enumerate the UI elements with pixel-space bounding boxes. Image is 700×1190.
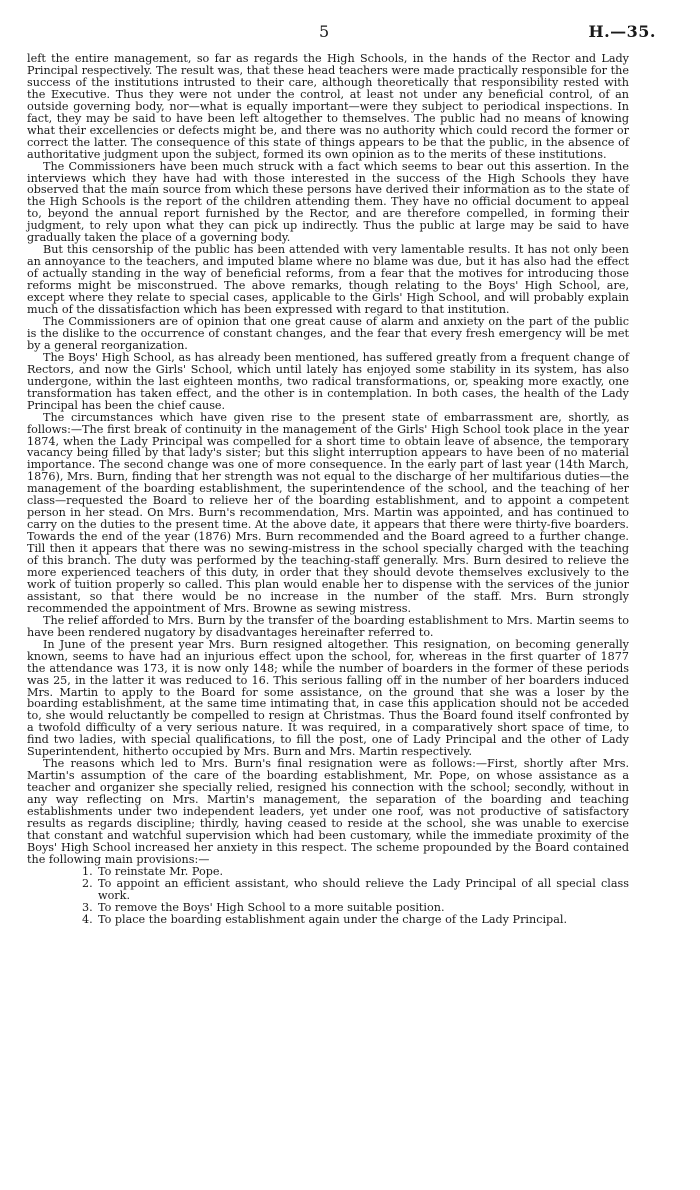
list-item-text: To appoint an efficient assistant, who should relieve the Lady Principal of all special class work. (98, 876, 629, 902)
list-item-number: 1. (82, 864, 93, 878)
paragraph: The circumstances which have given rise to the present state of embarrassment are, shortly, as follows:—The first break of continuity in the management of the Girls' High School took place in the year 1874, when the Lady Principal was compelled for a short time to obtain leave of absence, the temporary vacancy being filled by that lady's sister; but this slight interruption appears to have been of no material importance. The second change was one of more consequence. In the early part of last year (14th March, 1876), Mrs. Burn, finding that her strength was not equal to the discharge of her multifarious duties—the management of the boarding establishment, the superintendence of the school, and the teaching of her class—requested the Board to relieve her of the boarding establishment, and to appoint a competent person in her stead. On Mrs. Burn's recommendation, Mrs. Martin was appointed, and has continued to carry on the duties to the present time. At the above date, it appears that there were thirty-five boarders. Towards the end of the year (1876) Mrs. Burn recommended and the Board agreed to a further change. Till then it appears that there was no sewing-mistress in the school specially charged with the teaching of this branch. The duty was performed by the teaching-staff generally. Mrs. Burn desired to relieve the more experienced teachers of this duty, in order that they should devote themselves exclusively to the work of tuition properly so called. This plan would enable her to dispense with the services of the junior assistant, so that there would be no increase in the number of the staff. Mrs. Burn strongly recommended the appointment of Mrs. Browne as sewing mistress. (27, 410, 629, 615)
paragraph: The Commissioners have been much struck with a fact which seems to bear out this assertion. In the interviews which they have had with those interested in the success of the High Schools they have observed that the main source from which these persons have derived their information as to the state of the High Schools is the report of the children attending them. They have no official document to appeal to, beyond the annual report furnished by the Rector, and are therefore compelled, in forming their judgment, to rely upon what they can pick up indirectly. Thus the public at large may be said to have gradually taken the place of a governing body. (27, 159, 629, 245)
paragraph: The reasons which led to Mrs. Burn's final resignation were as follows:—First, shortly after Mrs. Martin's assumption of the care of the boarding establishment, Mr. Pope, on whose assistance as a teacher and organizer she specially relied, resigned his connection with the school; secondly, without in any way reflecting on Mrs. Martin's management, the separation of the boarding and teaching establishments under two independent leaders, yet under one roof, was not productive of satisfactory results as regards discipline; thirdly, having ceased to reside at the school, she was unable to exercise that constant and watchful supervision which had been customary, while the immediate proximity of the Boys' High School increased her anxiety in this respect. The scheme propounded by the Board contained the following main provisions:— (27, 757, 629, 866)
document-reference: H.—35. (588, 22, 656, 41)
document-body (27, 53, 629, 926)
paragraph: left the entire management, so far as regards the High Schools, in the hands of the Rector and Lady Principal respectively. The result was, that these head teachers were made practically responsible for the success of the institutions intrusted to their care, although theoretically that responsibility rested with the Executive. Thus they were not under the control, at least not under any beneficial control, of an outside governing body, nor—what is equally important—were they subject to periodical inspections. In fact, they may be said to have been left altogether to themselves. The public had no means of knowing what their excellencies or defects might be, and there was no authority which could record the former or correct the latter. The consequence of this state of things appears to be that the public, in the absence of authoritative judgment upon the subject, formed its own opinion as to the merits of these institutions. (27, 52, 629, 161)
list-item (27, 914, 629, 926)
page-header (0, 22, 700, 42)
paragraph: The Commissioners are of opinion that one great cause of alarm and anxiety on the part of the public is the dislike to the occurrence of constant changes, and the fear that every fresh emergency will be met by a general reorganization. (27, 314, 629, 352)
list-item-number: 2. (82, 876, 93, 890)
list-item-text: To reinstate Mr. Pope. (98, 864, 224, 878)
list-item (27, 878, 629, 902)
list-item-number: 3. (82, 900, 93, 914)
paragraph: The Boys' High School, as has already been mentioned, has suffered greatly from a frequent change of Rectors, and now the Girls' School, which until lately has enjoyed some stability in its system, has also undergone, within the last eighteen months, two radical transformations, or, speaking more exactly, one transformation has taken effect, and the other is in contemplation. In both cases, the health of the Lady Principal has been the chief cause. (27, 350, 629, 412)
list-item-text: To remove the Boys' High School to a more suitable position. (98, 900, 445, 914)
paragraph: The relief afforded to Mrs. Burn by the transfer of the boarding establishment to Mrs. Martin seems to have been rendered nugatory by disadvantages hereinafter referred to. (27, 613, 629, 639)
list-item-text: To place the boarding establishment again under the charge of the Lady Principal. (98, 912, 568, 926)
page-number: 5 (319, 22, 330, 41)
paragraph: In June of the present year Mrs. Burn resigned altogether. This resignation, on becoming generally known, seems to have had an injurious effect upon the school, for, whereas in the first quarter of 1877 the attendance was 173, it is now only 148; while the number of boarders in the former of these periods was 25, in the latter it was reduced to 16. This serious falling off in the number of her boarders induced Mrs. Martin to apply to the Board for some assistance, on the ground that she was a loser by the boarding establishment, at the same time intimating that, in case this application should not be acceded to, she would reluctantly be compelled to resign at Christmas. Thus the Board found itself confronted by a twofold difficulty of a very serious nature. It was required, in a comparatively short space of time, to find two ladies, with special qualifications, to fill the post, one of Lady Principal and the other of Lady Superintendent, hitherto occupied by Mrs. Burn and Mrs. Martin respectively. (27, 637, 629, 759)
paragraph: But this censorship of the public has been attended with very lamentable results. It has not only been an annoyance to the teachers, and imputed blame where no blame was due, but it has also had the effect of actually standing in the way of beneficial reforms, from a fear that the motives for introducing those reforms might be misconstrued. The above remarks, though relating to the Boys' High School, are, except where they relate to special cases, applicable to the Girls' High School, and will probably explain much of the dissatisfaction which has been expressed with regard to that institution. (27, 243, 629, 317)
list-item-number: 4. (82, 912, 93, 926)
provisions-list (27, 866, 629, 926)
